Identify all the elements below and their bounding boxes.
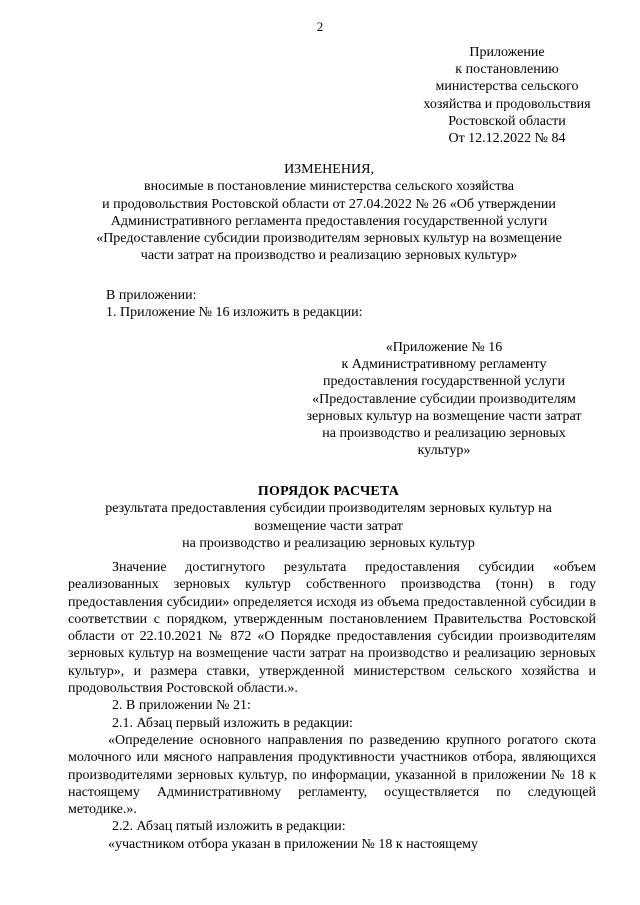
inner-annex-line: на производство и реализацию зерновых — [322, 426, 566, 442]
intro-item: 1. Приложение № 16 изложить в редакции: — [106, 305, 363, 321]
page-number: 2 — [316, 19, 324, 34]
inner-annex-line: к Административному регламенту — [341, 357, 547, 373]
changes-line: и продовольствия Ростовской области от 27.04.2022 № 26 «Об утверждении — [102, 196, 556, 212]
changes-line: вносимые в постановление министерства сельского хозяйства — [143, 179, 515, 195]
order-subtitle-line: на производство и реализацию зерновых культур — [182, 535, 475, 551]
intro-line: В приложении: — [106, 288, 197, 303]
order-subtitle-line: возмещение части затрат — [254, 518, 403, 534]
changes-line: части затрат на производство и реализацию зерновых культур» — [140, 248, 518, 264]
order-heading — [66, 483, 591, 552]
inner-annex-line: зерновых культур на возмещение части затрат — [306, 408, 582, 424]
changes-heading — [64, 161, 594, 265]
intro-block — [106, 287, 586, 321]
paragraph: Значение достигнутого результата предоставления субсидии «объем реализованных зерновых культур собственного производства (тонн) в году предоставления субсидии» определяется исходя из объема предоставленной субсидии в соответствии с порядком, утвержденным постановлением Правительства Ростовской области от 22.10.2021 № 872 «О Порядке предоставления субсидии производителям зерновых культур на возмещение части затрат на производство и реализацию зерновых культур», и размера ставки, утвержденной министерством сельского хозяйства и продовольствия Ростовской области.». — [68, 560, 596, 697]
annex-line: Ростовской области — [448, 113, 566, 129]
order-subtitle-line: результата предоставления субсидии производителям зерновых культур на — [105, 501, 552, 517]
inner-annex-line: «Приложение № 16 — [385, 340, 503, 355]
inner-annex-header — [300, 339, 588, 459]
annex-date-number: От 12.12.2022 № 84 — [448, 131, 566, 147]
annex-line: хозяйства и продовольствия — [423, 96, 591, 112]
changes-line: Административного регламента предоставления государственной услуги — [110, 213, 548, 229]
annex-line: министерства сельского — [435, 79, 579, 95]
inner-annex-line: предоставления государственной услуги — [323, 374, 565, 390]
paragraph: 2.1. Абзац первый изложить в редакции: — [112, 715, 353, 731]
paragraph: 2. В приложении № 21: — [112, 698, 251, 714]
annex-line: Приложение — [469, 45, 545, 60]
paragraph: «Определение основного направления по разведению крупного рогатого скота молочного или мясного направления продуктивности участников отбора, являющихся производителями зерновых культур, по информации, указанной в приложении № 18 к настоящему Административному регламенту, осуществляется по следующей методике.». — [68, 732, 596, 818]
inner-annex-line: культур» — [417, 443, 471, 459]
annex-line: к постановлению — [455, 62, 559, 78]
paragraph: «участником отбора указан в приложении № 18 к настоящему — [108, 836, 479, 852]
changes-title: ИЗМЕНЕНИЯ, — [284, 162, 374, 177]
changes-line: «Предоставление субсидии производителям зерновых культур на возмещение — [96, 231, 562, 247]
body-text — [68, 559, 596, 853]
order-title: ПОРЯДОК РАСЧЕТА — [257, 484, 400, 499]
inner-annex-line: «Предоставление субсидии производителям — [312, 391, 576, 407]
annex-header — [392, 44, 622, 147]
paragraph: 2.2. Абзац пятый изложить в редакции: — [112, 819, 346, 835]
